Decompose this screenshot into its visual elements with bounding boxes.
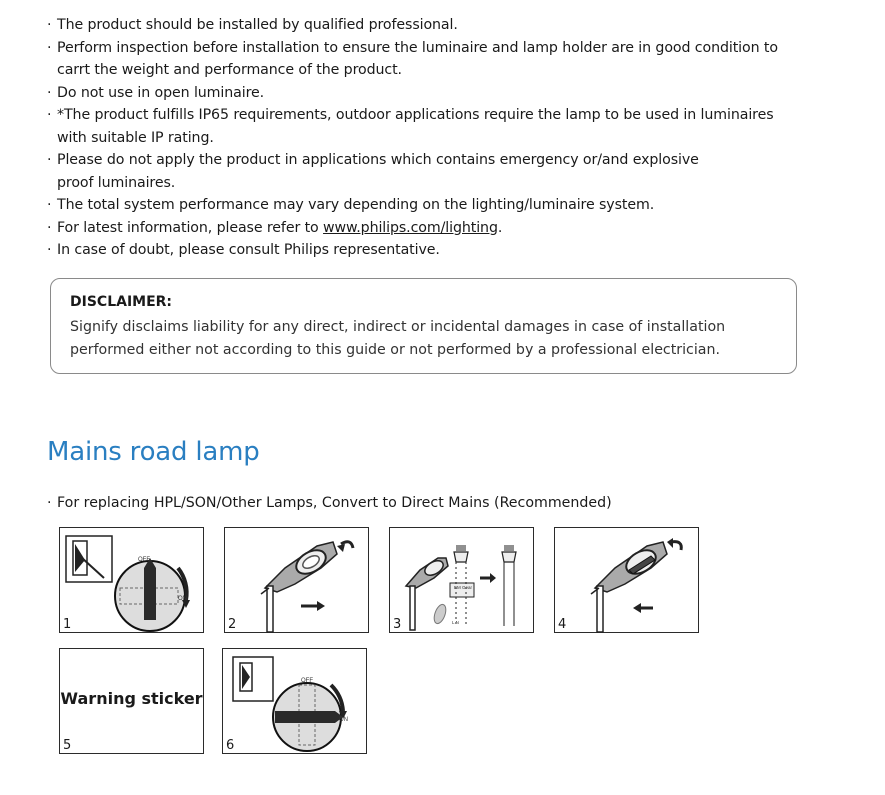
step-number: 6 xyxy=(226,738,235,753)
instruction-list xyxy=(47,14,847,262)
philips-link[interactable]: www.philips.com/lighting xyxy=(323,219,498,236)
step-number: 4 xyxy=(558,617,567,632)
disclaimer-text: Signify disclaims liability for any direct, indirect or incidental damages in case of installation performed either not according to this guide or not performed by a professional electrician. xyxy=(70,319,726,358)
terminal-label: L N xyxy=(452,620,459,625)
section-intro: · For replacing HPL/SON/Other Lamps, Convert to Direct Mains (Recommended) xyxy=(47,495,612,511)
step-3-panel xyxy=(389,527,534,633)
open-luminaire-illustration xyxy=(225,528,370,634)
off-label: OFF xyxy=(138,557,150,563)
step-number: 5 xyxy=(63,738,72,753)
section-title: Mains road lamp xyxy=(47,437,260,467)
list-item: · *The product fulfills IP65 requirements, outdoor applications require the lamp to be used in luminaires with suitable IP rating. xyxy=(47,107,774,146)
step-6-panel xyxy=(222,648,367,754)
step-2-panel xyxy=(224,527,369,633)
switch-on-illustration xyxy=(223,649,368,755)
step-1-panel xyxy=(59,527,204,633)
close-luminaire-illustration xyxy=(555,528,700,634)
on-label: ON xyxy=(178,596,187,602)
step-number: 1 xyxy=(63,617,72,632)
switch-off-illustration xyxy=(60,528,205,634)
rewire-illustration xyxy=(390,528,535,634)
list-item: · In case of doubt, please consult Philips representative. xyxy=(47,242,440,258)
warning-sticker-label: Warning sticker xyxy=(60,689,203,708)
step-4-panel xyxy=(554,527,699,633)
list-item: · For latest information, please refer to www.philips.com/lighting. xyxy=(47,219,503,236)
disclaimer-title: DISCLAIMER: xyxy=(70,294,173,310)
list-item: · Do not use in open luminaire. xyxy=(47,84,265,101)
step-number: 2 xyxy=(228,617,237,632)
gear-label: EM Gear xyxy=(454,585,473,590)
list-item: · The product should be installed by qualified professional. xyxy=(47,17,458,33)
disclaimer-box xyxy=(50,278,797,374)
off-label: OFF xyxy=(301,678,313,684)
on-label: ON xyxy=(339,717,348,723)
list-item: · Perform inspection before installation to ensure the luminaire and lamp holder are in good condition to carrt the weight and performance of the product. xyxy=(47,39,778,78)
step-number: 3 xyxy=(393,617,402,632)
list-item: · The total system performance may vary depending on the lighting/luminaire system. xyxy=(47,197,655,213)
list-item: · Please do not apply the product in applications which contains emergency or/and explosive proof luminaires. xyxy=(47,152,699,191)
step-5-panel xyxy=(59,648,204,754)
